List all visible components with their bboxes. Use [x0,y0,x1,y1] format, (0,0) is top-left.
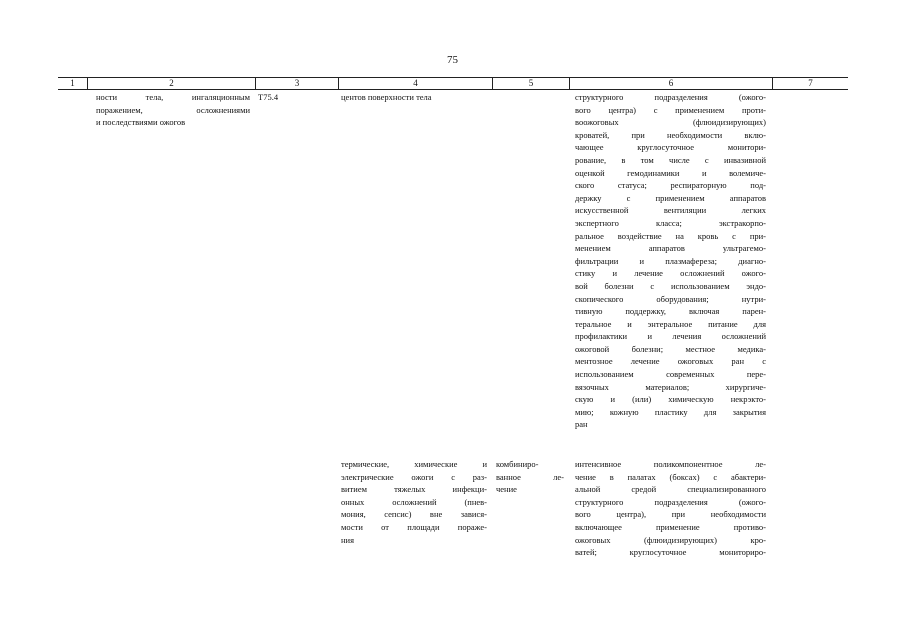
text-line: электрические ожоги с раз- [341,471,487,482]
text-line: альной средой специализированного [575,484,766,495]
text-line: включающее применение противо- [575,521,766,532]
text-line: ментозное лечение ожоговых ран с [575,356,766,367]
text-line: ватей; круглосуточное мониториро- [575,547,766,558]
text-line: ния [341,534,355,545]
text-line: скопического оборудования; нутри- [575,293,766,304]
text-line: держку с применением аппаратов [575,192,766,203]
row1-model-cell: центов поверхности тела [341,92,432,102]
text-line: интенсивное поликомпонентное ле- [575,459,766,469]
column-number-1: 1 [70,78,75,88]
text-line: скую и (или) химическую некрэкто- [575,394,766,405]
row1-col2-line: ности тела, ингаляционным [96,92,250,102]
text-line: чение [496,484,517,495]
column-number-5: 5 [492,78,569,89]
text-line: структурного подразделения (ожого- [575,496,766,507]
row1-col2-line: поражением, осложнениями [96,104,250,115]
row1-col2-line: и последствиями ожогов [96,117,186,128]
text-line: тивную поддержку, включая парен- [575,306,766,317]
row1-treatment-cell [575,91,766,431]
text-line: мию; кожную пластику для закрытия [575,406,766,417]
text-line: искусственной вентиляции легких [575,205,766,216]
text-line: мости от площади пораже- [341,521,487,532]
text-line: структурного подразделения (ожого- [575,92,766,102]
text-line: ского статуса; респираторную под- [575,180,766,191]
text-line: онных осложнений (пнев- [341,496,487,507]
column-number-3: 3 [255,78,338,89]
text-line: чающее круглосуточное монитори- [575,142,766,153]
text-line: менением аппаратов ультрагемо- [575,243,766,254]
text-line: стику и лечение осложнений ожого- [575,268,766,279]
text-line: ожоговой болезни; местное медика- [575,343,766,354]
text-line: рование, в том числе с инвазивной [575,154,766,165]
row2-model-cell [341,458,487,546]
column-number-row [58,77,848,90]
text-line: использованием современных пере- [575,369,766,380]
text-line: ран [575,419,588,430]
text-line: оценкой гемодинамики и волемиче- [575,167,766,178]
text-line: экспертного класса; экстракорпо- [575,217,766,228]
text-line: вого центра), при необходимости [575,509,766,520]
column-number-7: 7 [772,78,848,89]
text-line: термические, химические и [341,459,487,469]
text-line: вого центра) с применением проти- [575,104,766,115]
text-line: чение в палатах (боксах) с абактери- [575,471,766,482]
text-line: профилактики и лечения осложнений [575,331,766,342]
text-line: фильтрации и плазмафереза; диагно- [575,255,766,266]
text-line: ральное воздействие на кровь с при- [575,230,766,241]
text-line: воожоговых (флюидизирующих) [575,117,766,128]
text-line: витием тяжелых инфекци- [341,484,487,495]
text-line: теральное и энтеральное питание для [575,318,766,329]
page-number: 75 [447,54,458,66]
column-number-4: 4 [338,78,492,89]
row2-treatment-cell [575,458,766,559]
text-line: вязочных материалов; хирургиче- [575,381,766,392]
text-line: комбиниро- [496,459,539,469]
row1-diagnosis-cell [96,91,250,129]
text-line: мония, сепсис) вне завися- [341,509,487,520]
text-line: вой болезни с использованием эндо- [575,280,766,291]
text-line: кроватей, при необходимости вклю- [575,129,766,140]
column-number-2: 2 [87,78,255,89]
text-line: ожоговых (флюидизирующих) кро- [575,534,766,545]
procedures-table [58,77,848,558]
text-line: ванное ле- [496,471,564,482]
column-number-6: 6 [569,78,772,89]
row2-treatment-type-cell [496,458,564,496]
row1-code-cell: T75.4 [258,92,279,102]
